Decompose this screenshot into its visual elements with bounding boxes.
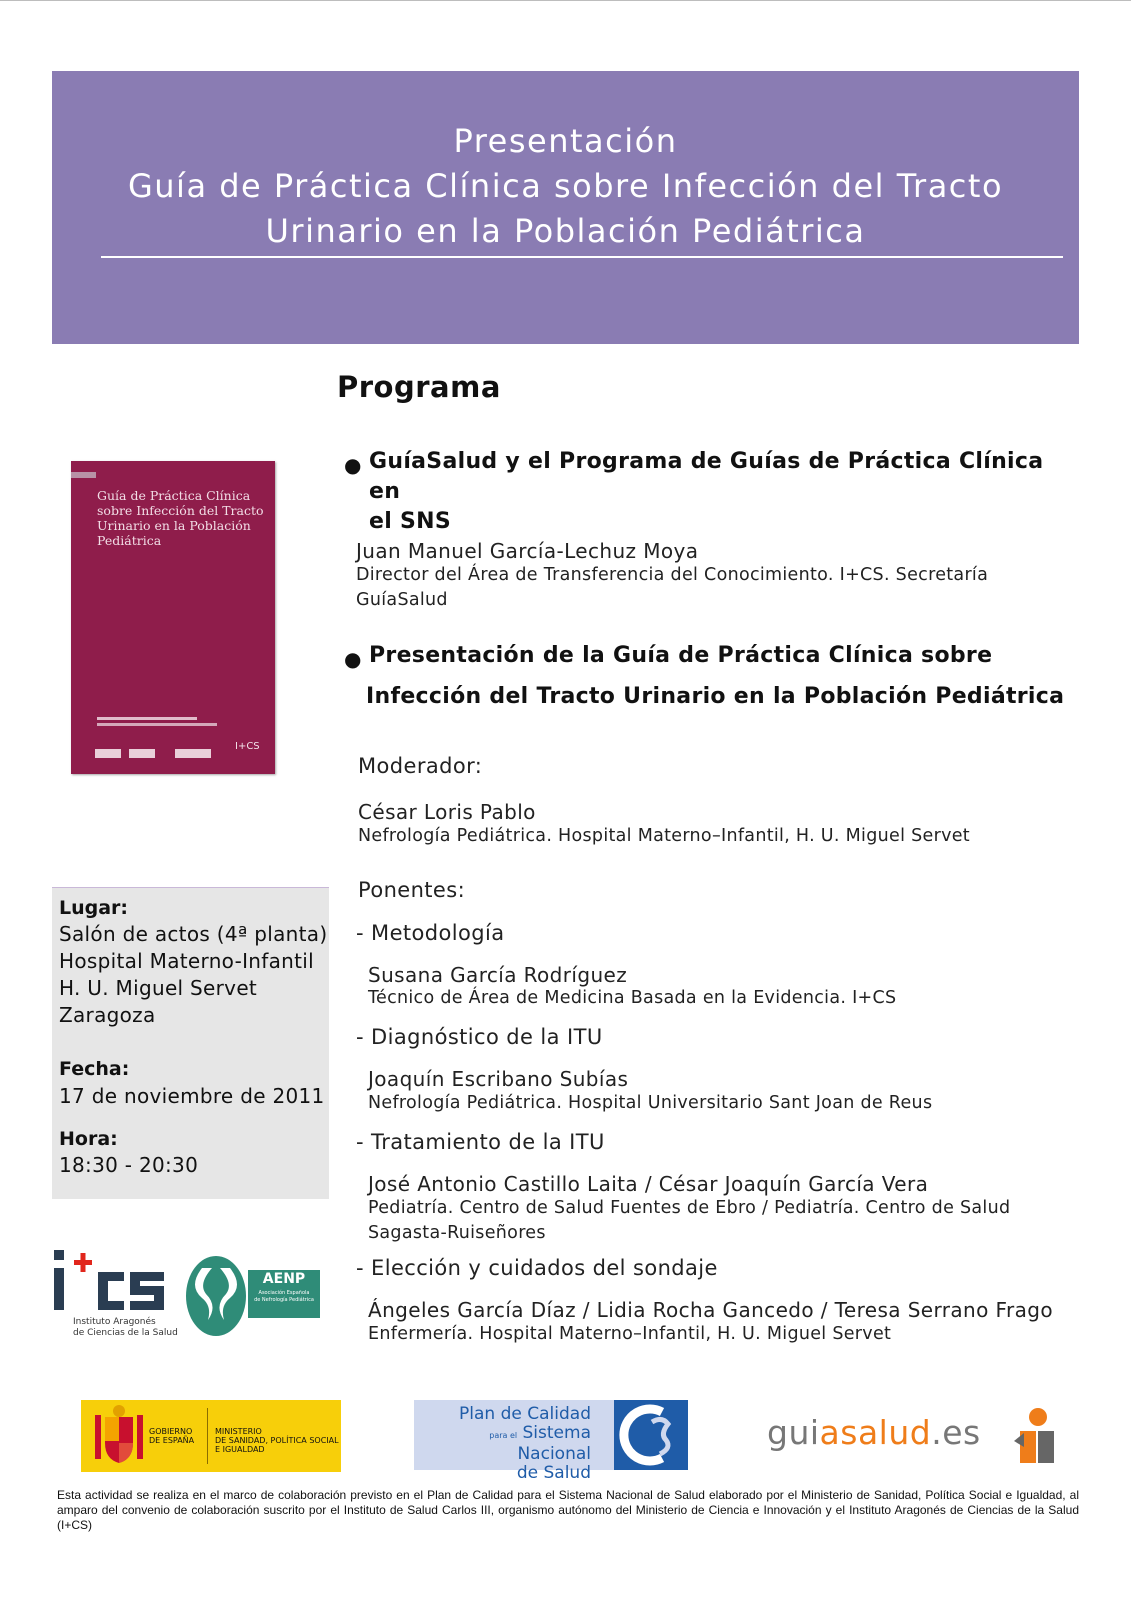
cover-footer-lines	[97, 717, 257, 726]
ics-logo-mark	[52, 1248, 170, 1314]
aenp-caption: de Nefrología Pediátrica	[254, 1297, 314, 1303]
plan-line-text: Sistema Nacional	[517, 1423, 591, 1464]
program-item-title-line: el SNS	[369, 509, 452, 534]
footer-disclaimer: Esta actividad se realiza en el marco de colaboración previsto en el Plan de Calidad para el Sistema Nacional de Salud elaborado por el Ministerio de Sanidad, Política Social e Igualdad, al amparo del convenio de colaboración suscrito por el Instituto de Salud Carlos III, organismo autónomo del Ministerio de Ciencia e Innovación y el Instituto Aragonés de Ciencias de la Salud (I+CS)	[57, 1488, 1079, 1532]
speaker-role: Técnico de Área de Medicina Basada en la Evidencia. I+CS	[368, 988, 897, 1008]
guiasalud-part: salud	[840, 1413, 932, 1452]
gobierno-espana-logo	[81, 1400, 341, 1472]
program-item-title-line: Presentación de la Guía de Práctica Clínica sobre	[369, 643, 993, 668]
speaker-name: Ángeles García Díaz / Lidia Rocha Gancedo / Teresa Serrano Frago	[368, 1298, 1053, 1322]
speaker-role: Nefrología Pediátrica. Hospital Universitario Sant Joan de Reus	[368, 1093, 933, 1113]
lugar-label: Lugar:	[59, 897, 129, 919]
header-banner	[52, 71, 1079, 344]
bullet-dot: ●	[344, 647, 362, 671]
aenp-caption: Asociación Española	[258, 1290, 310, 1296]
coat-of-arms-icon	[89, 1403, 149, 1469]
aenp-label: AENP	[262, 1271, 306, 1287]
section-title: - Tratamiento de la ITU	[356, 1130, 605, 1154]
speaker-role-line: GuíaSalud	[356, 590, 448, 610]
guiasalud-logo	[767, 1407, 1067, 1467]
plan-calidad-logo	[414, 1400, 688, 1483]
hora-value: 18:30 - 20:30	[59, 1153, 199, 1177]
speaker-role	[356, 563, 1076, 613]
program-heading: Programa	[337, 370, 501, 404]
event-title-line: Urinario en la Población Pediátrica	[265, 212, 866, 250]
plan-line: de Salud	[516, 1463, 591, 1483]
gob-line: GOBIERNO	[149, 1427, 193, 1436]
speaker-name: Joaquín Escribano Subías	[368, 1067, 629, 1091]
guiasalud-person-icon	[1012, 1407, 1062, 1467]
event-title-line: Guía de Práctica Clínica sobre Infección del Tracto	[127, 167, 1004, 205]
cover-ics-mark: I+CS	[235, 741, 260, 752]
speaker-role-line: Director del Área de Transferencia del Conocimiento. I+CS. Secretaría	[356, 565, 989, 585]
section-title: - Metodología	[356, 921, 505, 945]
event-info-box	[52, 887, 329, 1199]
speaker-role-line: Pediatría. Centro de Salud Fuentes de Ebro / Pediatría. Centro de Salud	[368, 1198, 1011, 1218]
moderador-role: Nefrología Pediátrica. Hospital Materno–Infantil, H. U. Miguel Servet	[358, 826, 970, 846]
lugar-line: Hospital Materno-Infantil	[59, 949, 314, 973]
gob-line: DE ESPAÑA	[149, 1436, 195, 1445]
plan-line: Plan de Calidad	[459, 1404, 591, 1424]
ponentes-label: Ponentes:	[358, 878, 466, 902]
fecha-value: 17 de noviembre de 2011	[59, 1084, 325, 1108]
speaker-role	[368, 1196, 1078, 1246]
ministerio-line: E IGUALDAD	[215, 1445, 265, 1454]
plan-small: para el	[489, 1431, 518, 1440]
event-title	[52, 119, 1079, 254]
cover-title: Guía de Práctica Clínica sobre Infección del Tracto Urinario en la Población Pediátrica	[97, 488, 264, 548]
speaker-name: Susana García Rodríguez	[368, 963, 628, 987]
program-item-title-line: Infección del Tracto Urinario en la Población Pediátrica	[366, 684, 1065, 709]
lugar-line: H. U. Miguel Servet	[59, 976, 258, 1000]
ministerio-line: DE SANIDAD, POLÍTICA SOCIAL	[215, 1436, 339, 1445]
guide-cover-image	[71, 461, 275, 774]
lugar-line: Zaragoza	[59, 1003, 156, 1027]
lugar-line: Salón de actos (4ª planta)	[59, 922, 328, 946]
ics-caption: Instituto Aragonés	[73, 1317, 156, 1327]
bullet-dot: ●	[344, 453, 362, 477]
guiasalud-part: a	[819, 1413, 841, 1452]
ics-logo	[52, 1248, 178, 1340]
ics-caption: de Ciencias de la Salud	[73, 1328, 178, 1338]
cover-logos	[95, 743, 255, 757]
speaker-role-line: Sagasta-Ruiseñores	[368, 1223, 546, 1243]
speaker-name: Juan Manuel García-Lechuz Moya	[356, 539, 699, 563]
cover-tab	[71, 472, 96, 478]
banner-divider	[101, 256, 1063, 258]
plan-line	[414, 1424, 591, 1464]
guiasalud-part: gui	[767, 1413, 820, 1452]
speaker-role: Enfermería. Hospital Materno–Infantil, H. U. Miguel Servet	[368, 1324, 892, 1344]
program-item-title-line: GuíaSalud y el Programa de Guías de Práctica Clínica en	[369, 449, 1044, 504]
moderador-label: Moderador:	[358, 754, 483, 778]
ministerio-line: MINISTERIO	[215, 1427, 262, 1436]
program-item-title	[369, 447, 1069, 537]
aenp-logo	[184, 1254, 322, 1337]
speaker-name: José Antonio Castillo Laita / César Joaquín García Vera	[368, 1172, 929, 1196]
section-title: - Elección y cuidados del sondaje	[356, 1256, 718, 1280]
section-title: - Diagnóstico de la ITU	[356, 1025, 603, 1049]
hora-label: Hora:	[59, 1128, 118, 1150]
guiasalud-wordmark	[767, 1413, 981, 1452]
guiasalud-part: .es	[931, 1413, 981, 1452]
event-title-line: Presentación	[453, 122, 678, 160]
top-border	[0, 0, 1131, 1]
moderador-name: César Loris Pablo	[358, 800, 536, 824]
fecha-label: Fecha:	[59, 1058, 130, 1080]
